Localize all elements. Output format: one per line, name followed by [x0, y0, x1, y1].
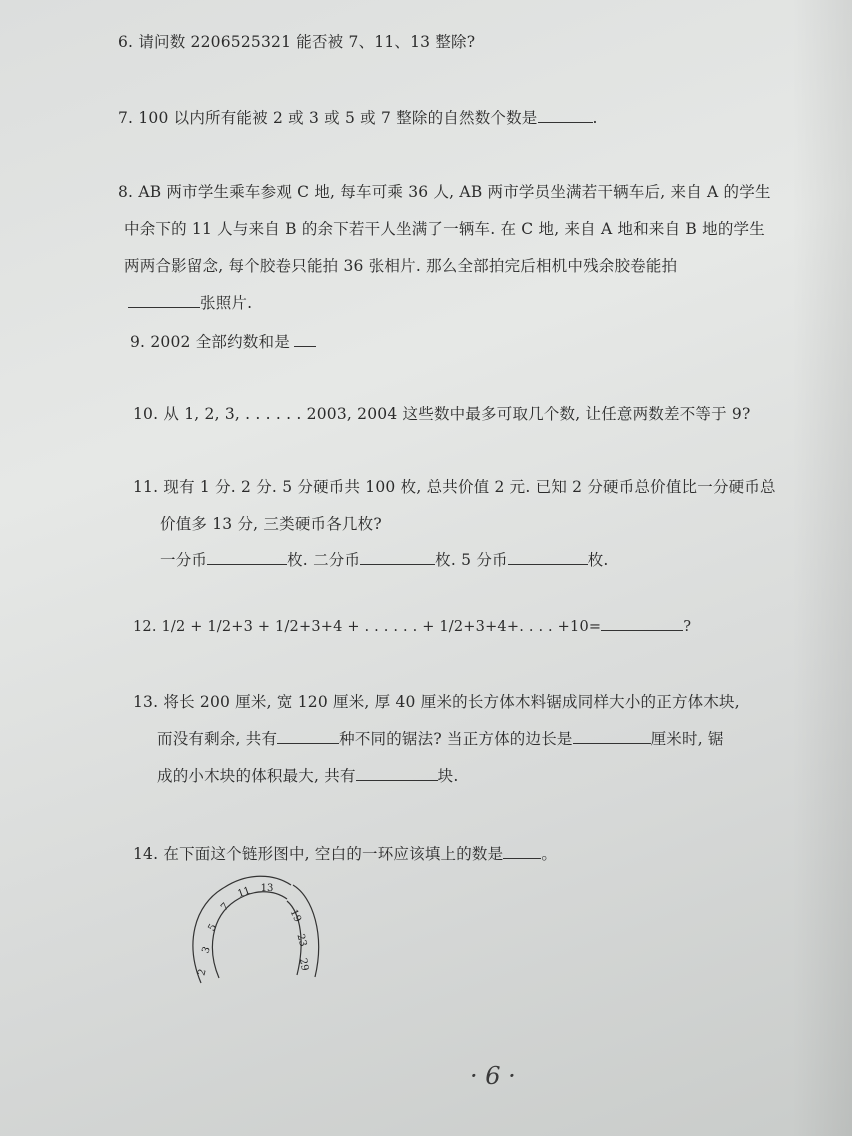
question-13-line-2 — [157, 727, 724, 749]
question-13-line-1: 13. 将长 200 厘米, 宽 120 厘米, 厚 40 厘米的长方体木料锯成同样大小的正方体木块, — [133, 693, 740, 711]
chain-ring-label: 2 — [196, 967, 209, 977]
q13-text-b: 种不同的锯法? 当正方体的边长是 — [339, 730, 573, 748]
answer-blank-7[interactable] — [538, 108, 593, 123]
question-7-text: 7. 100 以内所有能被 2 或 3 或 5 或 7 整除的自然数个数是 — [118, 109, 538, 127]
question-9-text: 9. 2002 全部约数和是 — [130, 333, 290, 351]
question-8-line-3: 两两合影留念, 每个胶卷只能拍 36 张相片. 那么全部拍完后相机中残余胶卷能拍 — [124, 257, 678, 275]
question-9 — [130, 330, 316, 352]
chain-ring-label: 7 — [219, 901, 232, 914]
q13-text-c: 厘米时, 锯 — [650, 730, 724, 748]
question-12-end: ? — [683, 619, 692, 635]
chain-ring-label: 3 — [200, 945, 213, 956]
question-11-line-1: 11. 现有 1 分. 2 分. 5 分硬币共 100 枚, 总共价值 2 元. 已知 2 分硬币总价值比一分硬币总 — [133, 478, 776, 496]
answer-blank-11c[interactable] — [508, 550, 588, 565]
answer-blank-13a[interactable] — [277, 729, 339, 744]
question-8-line-2: 中余下的 11 人与来自 B 的余下若干人坐满了一辆车. 在 C 地, 来自 A 地和来自 B 地的学生 — [124, 220, 765, 238]
answer-blank-12[interactable] — [601, 616, 683, 631]
question-14 — [133, 842, 557, 864]
answer-blank-13c[interactable] — [356, 766, 438, 781]
question-8-line-4 — [128, 291, 252, 313]
answer-label-4: 枚. — [587, 551, 609, 569]
question-13-line-3 — [157, 764, 458, 786]
answer-blank-13b[interactable] — [573, 729, 651, 744]
chain-ring-label: 19 — [287, 907, 303, 925]
question-6: 6. 请问数 2206525321 能否被 7、11、13 整除? — [118, 33, 476, 51]
q13-text-a: 而没有剩余, 共有 — [157, 730, 278, 748]
question-11-line-2: 价值多 13 分, 三类硬币各几枚? — [160, 515, 382, 533]
page-shadow — [792, 0, 852, 1136]
question-14-end: 。 — [541, 845, 558, 863]
answer-blank-9[interactable] — [294, 332, 316, 347]
question-12-text: 12. 1/2 + 1/2+3 + 1/2+3+4 + . . . . . . + 1/2+3+4+. . . . +10= — [133, 619, 602, 635]
question-12 — [133, 616, 691, 635]
question-10: 10. 从 1, 2, 3, . . . . . . 2003, 2004 这些数中最多可取几个数, 让任意两数差不等于 9? — [133, 405, 751, 423]
chain-ring-label: 11 — [236, 885, 253, 900]
chain-ring-label: 13 — [260, 883, 274, 894]
answer-label-3: 枚. 5 分币 — [435, 551, 508, 569]
chain-ring-label: 29 — [296, 957, 310, 972]
q13-text-e: 块. — [437, 767, 459, 785]
question-7 — [118, 106, 598, 128]
question-8-line-1: 8. AB 两市学生乘车参观 C 地, 每车可乘 36 人, AB 两市学员坐满若干辆车后, 来自 A 的学生 — [118, 183, 771, 201]
page-number: · 6 · — [470, 1062, 516, 1090]
chain-ring-label: 5 — [206, 922, 220, 934]
answer-blank-11b[interactable] — [360, 550, 435, 565]
question-14-text: 14. 在下面这个链形图中, 空白的一环应该填上的数是 — [133, 845, 504, 863]
answer-blank-11a[interactable] — [207, 550, 287, 565]
question-11-answers — [160, 548, 609, 570]
chain-ring-label: 23 — [294, 932, 309, 948]
question-7-end: . — [592, 109, 598, 127]
answer-label-1: 一分币 — [160, 551, 208, 569]
question-8-end: 张照片. — [200, 294, 253, 312]
answer-blank-8[interactable] — [128, 293, 200, 308]
answer-label-2: 枚. 二分币 — [287, 551, 361, 569]
chain-diagram — [175, 865, 335, 990]
answer-blank-14[interactable] — [503, 844, 541, 859]
q13-text-d: 成的小木块的体积最大, 共有 — [157, 767, 356, 785]
